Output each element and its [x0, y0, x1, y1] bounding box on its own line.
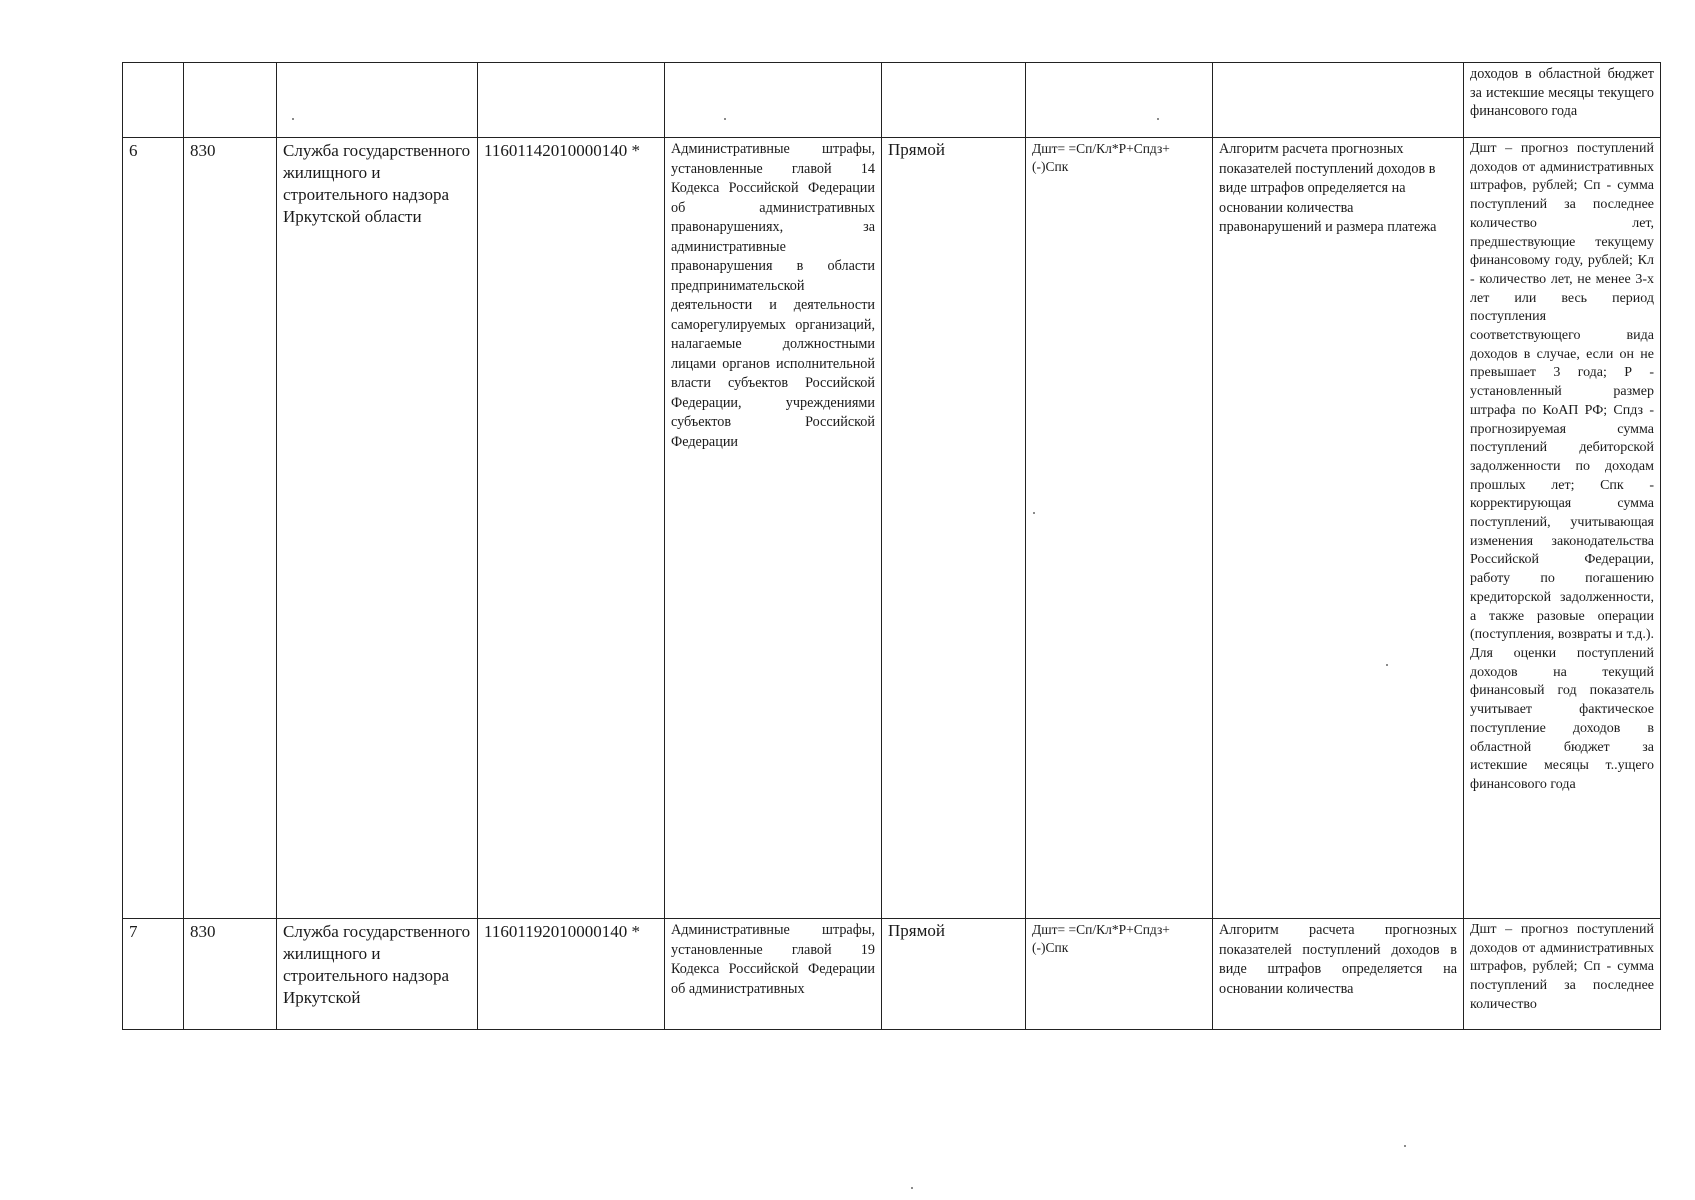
- revenue-forecast-table: [122, 62, 1661, 1030]
- scan-speck: [1157, 118, 1159, 120]
- cell-params: Дшт – прогноз поступлений доходов от административных штрафов, рублей; Сп - сумма поступлений за последнее количество лет, предшествующие текущему финансовому году, рублей; Кл - количество лет, не менее 3-х лет или весь период поступления соответствующего вида доходов в случае, если он не превышает 3 года; Р - установленный размер штрафа по КоАП РФ; Спдз - прогнозируемая сумма поступлений дебиторской задолженности по доходам прошлых лет; Спк - корректирующая сумма поступлений, учитывающая изменения законодательства Российской Федерации, работу по погашению кредиторской задолженности, а также разовые операции (поступления, возвраты и т.д.). Для оценки поступлений доходов на текущий финансовый год показатель учитывает фактическое поступление доходов в областной бюджет за истекшие месяцы т..ущего финансового года: [1464, 138, 1661, 919]
- cell-admin-code: [184, 63, 277, 138]
- cell-kbk: 11601192010000140 *: [478, 919, 665, 1030]
- cell-revenue-name: Административные штрафы, установленные главой 14 Кодекса Российской Федерации об административных правонарушениях, за административные правонарушения в области предпринимательской деятельности и деятельности саморегулируемых организаций, налагаемые должностными лицами органов исполнительной власти субъектов Российской Федерации, учреждениями субъектов Российской Федерации: [665, 138, 882, 919]
- cell-admin-name: Служба государственного жилищного и строительного надзора Иркутской: [277, 919, 478, 1030]
- cell-method: [882, 63, 1026, 138]
- cell-formula: [1026, 63, 1213, 138]
- cell-algorithm: Алгоритм расчета прогнозных показателей поступлений доходов в виде штрафов определяется на основании количества: [1213, 919, 1464, 1030]
- cell-algorithm: Алгоритм расчета прогнозных показателей поступлений доходов в виде штрафов определяется на основании количества правонарушений и размера платежа: [1213, 138, 1464, 919]
- cell-kbk: [478, 63, 665, 138]
- table-row: [123, 138, 1661, 919]
- scan-speck: [724, 118, 726, 120]
- cell-params: Дшт – прогноз поступлений доходов от административных штрафов, рублей; Сп - сумма поступлений за последнее количество: [1464, 919, 1661, 1030]
- scan-speck: [1386, 664, 1388, 666]
- cell-params: доходов в областной бюджет за истекшие месяцы текущего финансового года: [1464, 63, 1661, 138]
- cell-kbk: 11601142010000140 *: [478, 138, 665, 919]
- scan-speck: [292, 118, 294, 120]
- table-row: [123, 63, 1661, 138]
- cell-admin-name: [277, 63, 478, 138]
- cell-revenue-name: Административные штрафы, установленные главой 19 Кодекса Российской Федерации об административных: [665, 919, 882, 1030]
- cell-admin-code: 830: [184, 919, 277, 1030]
- cell-method: Прямой: [882, 138, 1026, 919]
- cell-admin-code: 830: [184, 138, 277, 919]
- scan-speck: [1404, 1145, 1406, 1147]
- cell-algorithm: [1213, 63, 1464, 138]
- cell-method: Прямой: [882, 919, 1026, 1030]
- cell-num: [123, 63, 184, 138]
- cell-admin-name: Служба государственного жилищного и строительного надзора Иркутской области: [277, 138, 478, 919]
- scan-speck: [1033, 512, 1035, 514]
- cell-num: 6: [123, 138, 184, 919]
- cell-formula: Дшт= =Сп/Кл*Р+Спдз+(-)Спк: [1026, 919, 1213, 1030]
- cell-formula: Дшт= =Сп/Кл*Р+Спдз+(-)Спк: [1026, 138, 1213, 919]
- cell-revenue-name: [665, 63, 882, 138]
- scan-speck: [911, 1187, 913, 1189]
- table-row: [123, 919, 1661, 1030]
- cell-num: 7: [123, 919, 184, 1030]
